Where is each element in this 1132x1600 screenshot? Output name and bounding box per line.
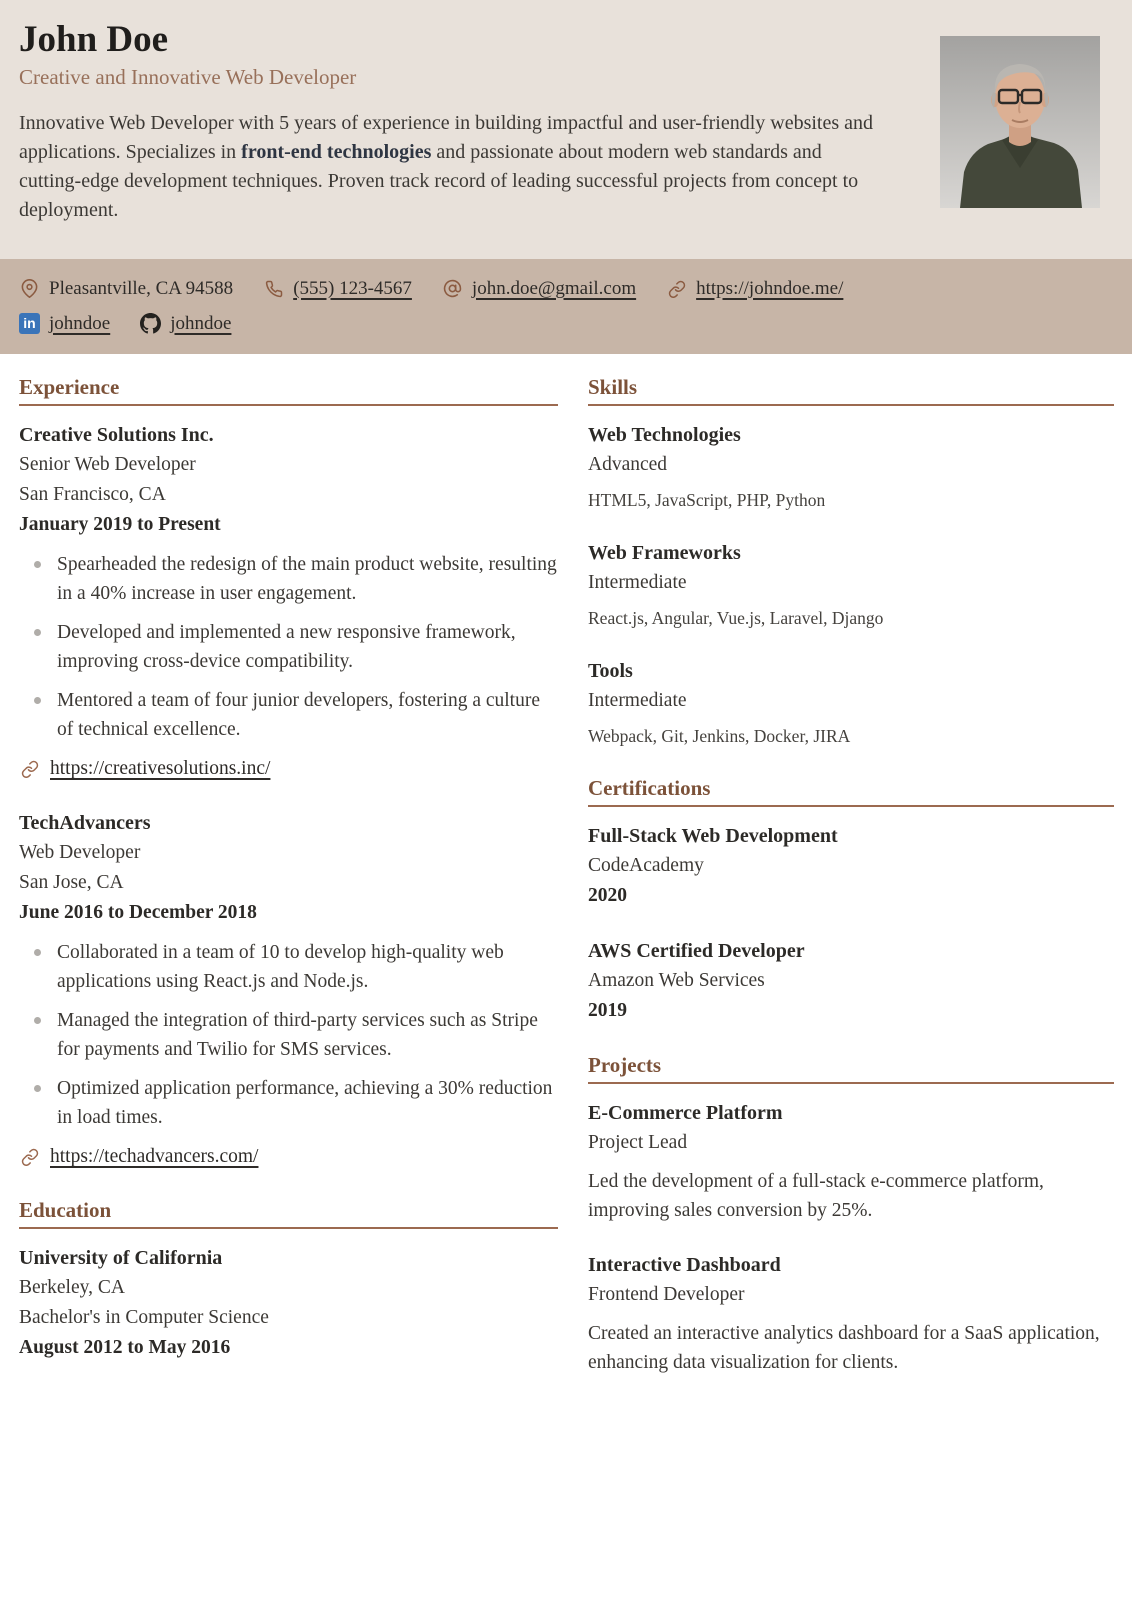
projects-heading: Projects [588,1053,1114,1084]
contact-row-2 [19,306,1113,341]
company-link-row[interactable] [19,1142,558,1171]
skill-keywords: Webpack, Git, Jenkins, Docker, JIRA [588,726,851,746]
bullet-item [19,938,558,996]
bullet-icon [34,1085,41,1092]
section-certifications [588,776,1114,1026]
job-location: San Francisco, CA [19,484,166,505]
bullet-text: Managed the integration of third-party services such as Stripe for payments and Twilio for SMS services. [57,1010,538,1060]
summary-paragraph [19,109,888,225]
certification-entry [588,821,1114,911]
experience-heading: Experience [19,375,558,406]
bullet-text: Optimized application performance, achieving a 30% reduction in load times. [57,1078,553,1128]
section-projects [588,1053,1114,1377]
summary-text: Innovative Web Developer with 5 years of experience in building impactful and user-friendly websites and applications. Specializes in [19,112,874,163]
company-link-row[interactable] [19,754,558,783]
company-name: Creative Solutions Inc. [19,424,214,446]
summary-bold-text: front-end technologies [241,141,432,163]
education-entry [19,1243,558,1363]
phone-icon [263,278,284,299]
bullet-text: Spearheaded the redesign of the main product website, resulting in a 40% increase in user engagement. [57,554,557,604]
bullet-icon [34,697,41,704]
left-column [19,375,558,1390]
project-name: Interactive Dashboard [588,1254,781,1276]
skill-level: Intermediate [588,690,687,711]
resume-header [0,0,1132,259]
contact-website-link[interactable]: https://johndoe.me/ [696,277,844,299]
project-entry [588,1098,1114,1225]
position: Senior Web Developer [19,454,196,475]
certification-entry [588,936,1114,1026]
contact-phone-link[interactable]: (555) 123-4567 [293,277,412,299]
contact-linkedin[interactable] [19,313,110,335]
degree: Bachelor's in Computer Science [19,1307,269,1328]
contact-location-text: Pleasantville, CA 94588 [49,277,234,299]
bullet-text: Developed and implemented a new responsive framework, improving cross-device compatibility. [57,622,516,672]
certification-issuer: Amazon Web Services [588,970,765,991]
contact-linkedin-link[interactable]: johndoe [49,312,111,334]
bullet-item [19,618,558,676]
experience-entry [19,420,558,783]
position: Web Developer [19,842,141,863]
job-highlights [19,938,558,1132]
section-experience [19,375,558,1171]
contact-email-link[interactable]: john.doe@gmail.com [471,277,637,299]
bullet-icon [34,561,41,568]
link-icon [19,1146,40,1167]
contact-bar [0,259,1132,354]
project-name: E-Commerce Platform [588,1102,783,1124]
project-role: Project Lead [588,1132,688,1153]
school-location: Berkeley, CA [19,1277,125,1298]
certification-title: Full-Stack Web Development [588,825,838,847]
at-sign-icon [442,278,463,299]
skill-level: Advanced [588,454,668,475]
section-skills [588,375,1114,749]
profile-photo-illustration [940,36,1100,208]
profile-photo [940,36,1100,208]
certification-issuer: CodeAcademy [588,855,704,876]
skill-group [588,420,1114,513]
contact-phone[interactable] [263,278,412,300]
education-dates: August 2012 to May 2016 [19,1337,231,1358]
link-icon [19,758,40,779]
bullet-icon [34,629,41,636]
bullet-icon [34,1017,41,1024]
link-icon [666,278,687,299]
experience-entry [19,808,558,1171]
bullet-text: Collaborated in a team of 10 to develop high-quality web applications using React.js and Node.js. [57,942,504,992]
github-icon [140,313,161,334]
certification-year: 2019 [588,1000,627,1021]
skill-keywords: React.js, Angular, Vue.js, Laravel, Django [588,608,884,628]
certifications-heading: Certifications [588,776,1114,807]
contact-row-1 [19,271,1113,306]
skill-keywords: HTML5, JavaScript, PHP, Python [588,490,826,510]
linkedin-icon: in [19,313,40,334]
contact-website[interactable] [666,278,843,300]
job-location: San Jose, CA [19,872,124,893]
company-link[interactable]: https://creativesolutions.inc/ [50,758,271,779]
certification-title: AWS Certified Developer [588,940,805,962]
project-description: Led the development of a full-stack e-commerce platform, improving sales conversion by 25%. [588,1171,1044,1221]
candidate-name: John Doe [19,19,169,60]
skill-name: Web Frameworks [588,542,741,564]
skill-name: Tools [588,660,633,682]
skill-level: Intermediate [588,572,687,593]
candidate-title: Creative and Innovative Web Developer [19,65,357,89]
bullet-icon [34,949,41,956]
bullet-item [19,550,558,608]
bullet-item [19,1074,558,1132]
skill-group [588,538,1114,631]
skill-name: Web Technologies [588,424,741,446]
main-content [0,354,1132,1464]
contact-github-link[interactable]: johndoe [170,312,232,334]
job-dates: June 2016 to December 2018 [19,902,257,923]
project-role: Frontend Developer [588,1284,745,1305]
education-heading: Education [19,1198,558,1229]
company-name: TechAdvancers [19,812,151,834]
summary-text-after: and passionate about modern web standards and cutting-edge development techniques. Proven track record of leading successful projects from concept to deployment. [19,141,859,221]
contact-github[interactable] [140,313,231,335]
right-column [588,375,1114,1404]
skills-heading: Skills [588,375,1114,406]
bullet-item [19,686,558,744]
bullet-item [19,1006,558,1064]
contact-location [19,278,233,300]
job-highlights [19,550,558,744]
job-dates: January 2019 to Present [19,514,221,535]
header-text [19,20,940,225]
school-name: University of California [19,1247,223,1269]
skill-group [588,656,1114,749]
bullet-text: Mentored a team of four junior developers, fostering a culture of technical excellence. [57,690,540,740]
project-entry [588,1250,1114,1377]
project-description: Created an interactive analytics dashboard for a SaaS application, enhancing data visualization for clients. [588,1323,1100,1373]
company-link[interactable]: https://techadvancers.com/ [50,1146,259,1167]
location-pin-icon [19,278,40,299]
section-education [19,1198,558,1363]
certification-year: 2020 [588,885,627,906]
contact-email[interactable] [442,278,636,300]
